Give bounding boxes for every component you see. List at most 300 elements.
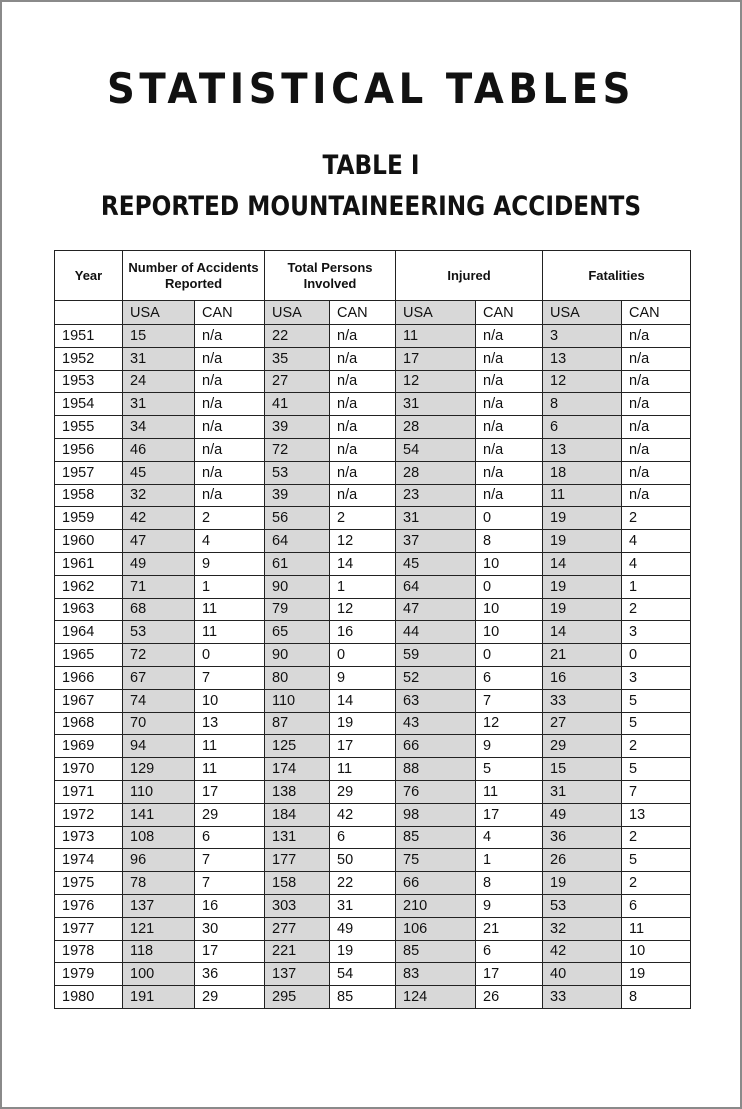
cell-accidents-can: 1 <box>195 575 265 598</box>
cell-injured-can: 9 <box>476 894 543 917</box>
table-row <box>55 735 691 758</box>
cell-year: 1952 <box>55 347 123 370</box>
cell-fatalities-usa: 14 <box>543 621 622 644</box>
cell-injured-can: 10 <box>476 598 543 621</box>
cell-persons-usa: 221 <box>265 940 330 963</box>
cell-persons-usa: 137 <box>265 963 330 986</box>
cell-persons-can: 12 <box>330 598 396 621</box>
cell-persons-usa: 87 <box>265 712 330 735</box>
cell-fatalities-can: 5 <box>622 689 691 712</box>
cell-fatalities-can: 5 <box>622 712 691 735</box>
cell-persons-usa: 64 <box>265 530 330 553</box>
cell-fatalities-can: 2 <box>622 735 691 758</box>
cell-injured-usa: 64 <box>396 575 476 598</box>
cell-injured-can: 0 <box>476 507 543 530</box>
cell-injured-can: n/a <box>476 416 543 439</box>
cell-year: 1980 <box>55 986 123 1009</box>
cell-year: 1970 <box>55 758 123 781</box>
cell-persons-usa: 303 <box>265 894 330 917</box>
cell-injured-can: 11 <box>476 780 543 803</box>
table-row <box>55 644 691 667</box>
cell-persons-can: 29 <box>330 780 396 803</box>
cell-injured-usa: 106 <box>396 917 476 940</box>
cell-injured-can: 9 <box>476 735 543 758</box>
cell-year: 1964 <box>55 621 123 644</box>
cell-fatalities-usa: 19 <box>543 575 622 598</box>
cell-injured-usa: 85 <box>396 940 476 963</box>
cell-fatalities-usa: 18 <box>543 461 622 484</box>
table-row <box>55 780 691 803</box>
cell-injured-can: 6 <box>476 940 543 963</box>
cell-accidents-usa: 141 <box>123 803 195 826</box>
cell-accidents-usa: 53 <box>123 621 195 644</box>
cell-persons-can: 19 <box>330 940 396 963</box>
cell-injured-usa: 66 <box>396 735 476 758</box>
cell-accidents-usa: 68 <box>123 598 195 621</box>
cell-fatalities-can: 2 <box>622 872 691 895</box>
cell-accidents-usa: 191 <box>123 986 195 1009</box>
cell-fatalities-usa: 8 <box>543 393 622 416</box>
cell-fatalities-can: 5 <box>622 849 691 872</box>
header-year: Year <box>55 251 123 301</box>
header-can: CAN <box>476 301 543 325</box>
cell-accidents-usa: 24 <box>123 370 195 393</box>
cell-persons-usa: 65 <box>265 621 330 644</box>
cell-persons-usa: 125 <box>265 735 330 758</box>
cell-accidents-usa: 94 <box>123 735 195 758</box>
cell-fatalities-can: 0 <box>622 644 691 667</box>
table-row <box>55 826 691 849</box>
cell-persons-can: 49 <box>330 917 396 940</box>
cell-accidents-usa: 49 <box>123 552 195 575</box>
cell-accidents-usa: 32 <box>123 484 195 507</box>
cell-year: 1978 <box>55 940 123 963</box>
cell-persons-usa: 79 <box>265 598 330 621</box>
cell-year: 1966 <box>55 666 123 689</box>
table-row <box>55 940 691 963</box>
cell-injured-usa: 76 <box>396 780 476 803</box>
table-title: REPORTED MOUNTAINEERING ACCIDENTS <box>100 191 642 222</box>
cell-accidents-can: n/a <box>195 484 265 507</box>
cell-persons-can: n/a <box>330 370 396 393</box>
cell-persons-can: 9 <box>330 666 396 689</box>
cell-injured-can: n/a <box>476 347 543 370</box>
cell-accidents-usa: 47 <box>123 530 195 553</box>
cell-accidents-can: 6 <box>195 826 265 849</box>
table-row <box>55 712 691 735</box>
cell-fatalities-usa: 53 <box>543 894 622 917</box>
header-usa: USA <box>543 301 622 325</box>
table-row <box>55 347 691 370</box>
cell-persons-usa: 277 <box>265 917 330 940</box>
table-row <box>55 370 691 393</box>
cell-injured-usa: 43 <box>396 712 476 735</box>
cell-fatalities-usa: 42 <box>543 940 622 963</box>
cell-year: 1976 <box>55 894 123 917</box>
cell-fatalities-can: n/a <box>622 438 691 461</box>
header-usa: USA <box>265 301 330 325</box>
cell-fatalities-usa: 13 <box>543 438 622 461</box>
header-group-accidents: Number of Accidents Reported <box>123 251 265 301</box>
cell-persons-can: 19 <box>330 712 396 735</box>
cell-year: 1968 <box>55 712 123 735</box>
cell-fatalities-usa: 11 <box>543 484 622 507</box>
cell-fatalities-can: n/a <box>622 393 691 416</box>
cell-persons-can: n/a <box>330 416 396 439</box>
cell-accidents-usa: 31 <box>123 347 195 370</box>
cell-injured-can: 17 <box>476 963 543 986</box>
cell-persons-can: 50 <box>330 849 396 872</box>
cell-persons-can: 1 <box>330 575 396 598</box>
table-row <box>55 393 691 416</box>
cell-injured-can: 8 <box>476 872 543 895</box>
cell-accidents-can: 7 <box>195 872 265 895</box>
cell-accidents-can: n/a <box>195 393 265 416</box>
cell-persons-can: 14 <box>330 552 396 575</box>
cell-year: 1969 <box>55 735 123 758</box>
cell-injured-usa: 17 <box>396 347 476 370</box>
cell-injured-can: 6 <box>476 666 543 689</box>
table-row <box>55 666 691 689</box>
cell-persons-can: 85 <box>330 986 396 1009</box>
cell-injured-usa: 63 <box>396 689 476 712</box>
cell-injured-usa: 210 <box>396 894 476 917</box>
cell-year: 1963 <box>55 598 123 621</box>
table-row <box>55 963 691 986</box>
cell-year: 1979 <box>55 963 123 986</box>
cell-accidents-usa: 42 <box>123 507 195 530</box>
cell-injured-can: 10 <box>476 621 543 644</box>
cell-injured-can: 10 <box>476 552 543 575</box>
cell-persons-can: 14 <box>330 689 396 712</box>
cell-injured-usa: 45 <box>396 552 476 575</box>
cell-fatalities-usa: 12 <box>543 370 622 393</box>
cell-accidents-can: 29 <box>195 803 265 826</box>
cell-fatalities-usa: 27 <box>543 712 622 735</box>
cell-fatalities-can: 7 <box>622 780 691 803</box>
cell-accidents-usa: 71 <box>123 575 195 598</box>
table-row <box>55 438 691 461</box>
cell-accidents-can: 10 <box>195 689 265 712</box>
cell-persons-can: n/a <box>330 484 396 507</box>
cell-accidents-can: 16 <box>195 894 265 917</box>
cell-fatalities-usa: 19 <box>543 872 622 895</box>
cell-accidents-usa: 110 <box>123 780 195 803</box>
cell-year: 1975 <box>55 872 123 895</box>
cell-year: 1960 <box>55 530 123 553</box>
cell-injured-can: 17 <box>476 803 543 826</box>
table-row <box>55 416 691 439</box>
cell-year: 1971 <box>55 780 123 803</box>
cell-persons-can: 16 <box>330 621 396 644</box>
cell-accidents-usa: 121 <box>123 917 195 940</box>
cell-injured-usa: 88 <box>396 758 476 781</box>
cell-accidents-usa: 34 <box>123 416 195 439</box>
cell-accidents-can: 11 <box>195 621 265 644</box>
cell-persons-usa: 53 <box>265 461 330 484</box>
cell-persons-can: 42 <box>330 803 396 826</box>
cell-accidents-can: 11 <box>195 598 265 621</box>
cell-injured-can: 0 <box>476 575 543 598</box>
cell-fatalities-can: 2 <box>622 507 691 530</box>
cell-year: 1961 <box>55 552 123 575</box>
cell-fatalities-can: 3 <box>622 621 691 644</box>
cell-accidents-usa: 74 <box>123 689 195 712</box>
cell-persons-can: 12 <box>330 530 396 553</box>
cell-persons-can: n/a <box>330 438 396 461</box>
cell-fatalities-usa: 29 <box>543 735 622 758</box>
cell-fatalities-usa: 40 <box>543 963 622 986</box>
cell-year: 1951 <box>55 325 123 348</box>
cell-injured-can: 26 <box>476 986 543 1009</box>
cell-persons-usa: 177 <box>265 849 330 872</box>
cell-year: 1958 <box>55 484 123 507</box>
table-row <box>55 758 691 781</box>
accidents-table <box>54 250 691 1009</box>
cell-persons-usa: 35 <box>265 347 330 370</box>
header-can: CAN <box>195 301 265 325</box>
cell-injured-usa: 31 <box>396 393 476 416</box>
cell-injured-can: 12 <box>476 712 543 735</box>
cell-injured-can: n/a <box>476 438 543 461</box>
table-row <box>55 803 691 826</box>
cell-injured-usa: 75 <box>396 849 476 872</box>
cell-injured-usa: 37 <box>396 530 476 553</box>
cell-fatalities-usa: 33 <box>543 689 622 712</box>
cell-accidents-can: 17 <box>195 780 265 803</box>
cell-year: 1967 <box>55 689 123 712</box>
table-label: TABLE I <box>322 150 420 181</box>
cell-persons-can: 31 <box>330 894 396 917</box>
cell-year: 1959 <box>55 507 123 530</box>
cell-persons-can: 17 <box>330 735 396 758</box>
header-year-blank <box>55 301 123 325</box>
cell-fatalities-can: 6 <box>622 894 691 917</box>
cell-year: 1957 <box>55 461 123 484</box>
cell-fatalities-can: n/a <box>622 461 691 484</box>
table-row <box>55 621 691 644</box>
cell-fatalities-can: 4 <box>622 530 691 553</box>
cell-persons-usa: 56 <box>265 507 330 530</box>
table-row <box>55 917 691 940</box>
cell-persons-can: 11 <box>330 758 396 781</box>
cell-injured-usa: 23 <box>396 484 476 507</box>
cell-fatalities-can: 19 <box>622 963 691 986</box>
cell-persons-can: 6 <box>330 826 396 849</box>
cell-injured-usa: 66 <box>396 872 476 895</box>
cell-persons-usa: 39 <box>265 416 330 439</box>
cell-injured-can: n/a <box>476 325 543 348</box>
cell-accidents-usa: 96 <box>123 849 195 872</box>
cell-injured-can: 8 <box>476 530 543 553</box>
header-group-injured: Injured <box>396 251 543 301</box>
cell-injured-usa: 31 <box>396 507 476 530</box>
page-title: STATISTICAL TABLES <box>106 64 636 113</box>
cell-injured-can: n/a <box>476 370 543 393</box>
cell-year: 1965 <box>55 644 123 667</box>
cell-fatalities-can: 5 <box>622 758 691 781</box>
cell-persons-usa: 39 <box>265 484 330 507</box>
cell-accidents-usa: 129 <box>123 758 195 781</box>
cell-injured-usa: 124 <box>396 986 476 1009</box>
cell-accidents-can: n/a <box>195 416 265 439</box>
table-row <box>55 507 691 530</box>
cell-fatalities-can: n/a <box>622 325 691 348</box>
cell-accidents-usa: 46 <box>123 438 195 461</box>
cell-fatalities-usa: 3 <box>543 325 622 348</box>
cell-fatalities-can: 8 <box>622 986 691 1009</box>
cell-year: 1973 <box>55 826 123 849</box>
cell-accidents-usa: 45 <box>123 461 195 484</box>
cell-accidents-can: 17 <box>195 940 265 963</box>
cell-fatalities-can: n/a <box>622 347 691 370</box>
cell-persons-usa: 41 <box>265 393 330 416</box>
cell-injured-usa: 44 <box>396 621 476 644</box>
cell-accidents-usa: 108 <box>123 826 195 849</box>
cell-accidents-usa: 118 <box>123 940 195 963</box>
cell-injured-usa: 47 <box>396 598 476 621</box>
cell-fatalities-usa: 19 <box>543 598 622 621</box>
cell-injured-can: 5 <box>476 758 543 781</box>
cell-injured-usa: 85 <box>396 826 476 849</box>
cell-fatalities-usa: 14 <box>543 552 622 575</box>
header-can: CAN <box>622 301 691 325</box>
cell-accidents-usa: 70 <box>123 712 195 735</box>
cell-persons-can: n/a <box>330 461 396 484</box>
cell-fatalities-usa: 19 <box>543 530 622 553</box>
cell-persons-usa: 61 <box>265 552 330 575</box>
table-row <box>55 575 691 598</box>
cell-fatalities-can: 2 <box>622 826 691 849</box>
cell-accidents-usa: 72 <box>123 644 195 667</box>
cell-fatalities-usa: 15 <box>543 758 622 781</box>
cell-persons-usa: 295 <box>265 986 330 1009</box>
cell-persons-usa: 72 <box>265 438 330 461</box>
table-row <box>55 484 691 507</box>
table-row <box>55 530 691 553</box>
cell-year: 1974 <box>55 849 123 872</box>
cell-accidents-usa: 78 <box>123 872 195 895</box>
cell-injured-can: n/a <box>476 393 543 416</box>
cell-persons-usa: 184 <box>265 803 330 826</box>
cell-accidents-can: 30 <box>195 917 265 940</box>
table-row <box>55 461 691 484</box>
cell-accidents-can: n/a <box>195 325 265 348</box>
cell-persons-can: 0 <box>330 644 396 667</box>
table-row <box>55 552 691 575</box>
cell-injured-can: 21 <box>476 917 543 940</box>
cell-accidents-usa: 15 <box>123 325 195 348</box>
cell-fatalities-usa: 49 <box>543 803 622 826</box>
cell-injured-usa: 54 <box>396 438 476 461</box>
cell-persons-can: n/a <box>330 347 396 370</box>
cell-injured-can: 7 <box>476 689 543 712</box>
cell-accidents-can: 11 <box>195 758 265 781</box>
cell-injured-can: n/a <box>476 461 543 484</box>
table-row <box>55 325 691 348</box>
cell-year: 1955 <box>55 416 123 439</box>
cell-injured-usa: 11 <box>396 325 476 348</box>
cell-persons-usa: 22 <box>265 325 330 348</box>
cell-accidents-can: n/a <box>195 370 265 393</box>
cell-fatalities-can: 1 <box>622 575 691 598</box>
cell-persons-usa: 27 <box>265 370 330 393</box>
table-row <box>55 598 691 621</box>
cell-injured-usa: 28 <box>396 416 476 439</box>
cell-accidents-usa: 100 <box>123 963 195 986</box>
cell-injured-can: 0 <box>476 644 543 667</box>
cell-persons-usa: 131 <box>265 826 330 849</box>
cell-injured-can: 1 <box>476 849 543 872</box>
cell-persons-usa: 90 <box>265 575 330 598</box>
cell-fatalities-can: n/a <box>622 416 691 439</box>
cell-persons-usa: 174 <box>265 758 330 781</box>
cell-year: 1977 <box>55 917 123 940</box>
cell-accidents-can: 11 <box>195 735 265 758</box>
cell-accidents-can: 29 <box>195 986 265 1009</box>
cell-fatalities-usa: 31 <box>543 780 622 803</box>
cell-accidents-can: 36 <box>195 963 265 986</box>
header-can: CAN <box>330 301 396 325</box>
cell-accidents-can: n/a <box>195 438 265 461</box>
cell-fatalities-can: 13 <box>622 803 691 826</box>
cell-persons-can: n/a <box>330 393 396 416</box>
cell-accidents-can: 4 <box>195 530 265 553</box>
cell-fatalities-usa: 33 <box>543 986 622 1009</box>
cell-persons-usa: 110 <box>265 689 330 712</box>
cell-fatalities-can: 4 <box>622 552 691 575</box>
cell-persons-usa: 138 <box>265 780 330 803</box>
cell-fatalities-can: 2 <box>622 598 691 621</box>
cell-accidents-can: 13 <box>195 712 265 735</box>
cell-accidents-can: 9 <box>195 552 265 575</box>
cell-persons-can: 22 <box>330 872 396 895</box>
cell-fatalities-usa: 36 <box>543 826 622 849</box>
cell-fatalities-can: 11 <box>622 917 691 940</box>
cell-year: 1953 <box>55 370 123 393</box>
table-row <box>55 689 691 712</box>
cell-persons-can: n/a <box>330 325 396 348</box>
cell-injured-usa: 59 <box>396 644 476 667</box>
cell-accidents-can: 0 <box>195 644 265 667</box>
cell-injured-usa: 12 <box>396 370 476 393</box>
cell-persons-usa: 90 <box>265 644 330 667</box>
cell-fatalities-usa: 19 <box>543 507 622 530</box>
cell-persons-can: 2 <box>330 507 396 530</box>
cell-injured-usa: 83 <box>396 963 476 986</box>
table-row <box>55 894 691 917</box>
cell-year: 1956 <box>55 438 123 461</box>
header-group-fatalities: Fatalities <box>543 251 691 301</box>
table-row <box>55 872 691 895</box>
cell-persons-can: 54 <box>330 963 396 986</box>
cell-injured-can: n/a <box>476 484 543 507</box>
cell-year: 1972 <box>55 803 123 826</box>
cell-accidents-can: 7 <box>195 666 265 689</box>
cell-fatalities-usa: 21 <box>543 644 622 667</box>
table-body <box>55 325 691 1009</box>
cell-injured-usa: 52 <box>396 666 476 689</box>
cell-injured-usa: 28 <box>396 461 476 484</box>
cell-fatalities-can: 10 <box>622 940 691 963</box>
cell-fatalities-usa: 16 <box>543 666 622 689</box>
cell-persons-usa: 80 <box>265 666 330 689</box>
header-usa: USA <box>123 301 195 325</box>
cell-accidents-can: 7 <box>195 849 265 872</box>
cell-fatalities-usa: 32 <box>543 917 622 940</box>
table-row <box>55 986 691 1009</box>
cell-injured-can: 4 <box>476 826 543 849</box>
